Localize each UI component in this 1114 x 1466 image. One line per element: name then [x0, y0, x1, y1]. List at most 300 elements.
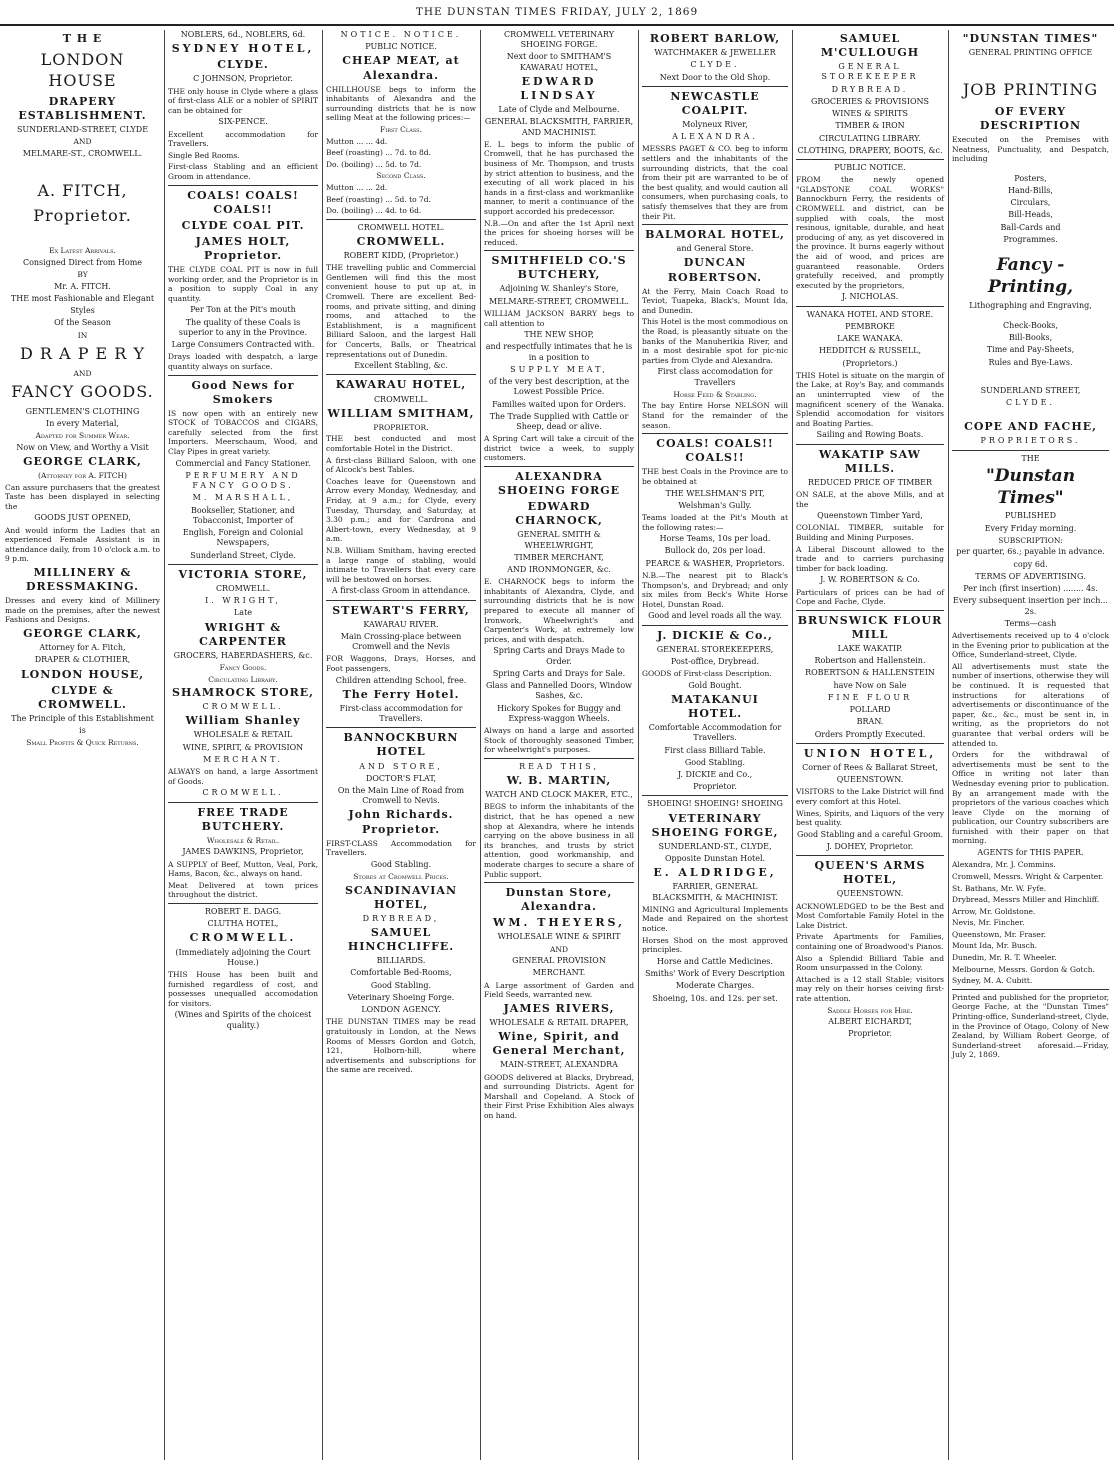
- ad-text: J. W. ROBERTSON & Co.: [820, 575, 920, 585]
- ad-text: Stores at Cromwell Prices.: [353, 872, 449, 882]
- ad-text: GENERAL STOREKEEPER: [821, 62, 919, 82]
- ad-text: AGENTS for THIS PAPER.: [977, 848, 1084, 858]
- ad-text: WINES & SPIRITS: [832, 109, 908, 119]
- ad-heading: Dunstan Store, Alexandra.: [505, 886, 613, 914]
- ad-text: ALEXANDRA.: [672, 132, 758, 142]
- ad-text: VISITORS to the Lake District will find every comfort at this Hotel.: [796, 787, 944, 806]
- ad-heading: SYDNEY HOTEL,: [171, 42, 315, 56]
- ad-text: FINE FLOUR: [827, 692, 913, 702]
- divider-rule: [168, 375, 318, 376]
- ad-heading: FREE TRADE BUTCHERY.: [197, 805, 289, 833]
- ad-heading: COALS! COALS!! COALS!!: [656, 437, 774, 465]
- ad-heading: CLYDE COAL PIT.: [181, 218, 305, 232]
- ad-text: Proprietor.: [693, 782, 737, 792]
- ad-text: Do. (boiling) ... 4d. to 6d.: [326, 206, 422, 216]
- ad-heading: OF EVERY DESCRIPTION: [979, 104, 1082, 132]
- divider-rule: [642, 86, 788, 87]
- ad-text: GOODS JUST OPENED,: [34, 513, 131, 523]
- ad-text: THIS Hotel is situate on the margin of the Lake, at Roy's Bay, and commands an uninterrupted view of the magnificent scenery of the Wanaka. Splendid accomodation for visitors and Boating Parties.: [796, 370, 944, 428]
- ad-text: IS now open with an entirely new STOCK of TOBACCOS and CIGARS, carefully selected from the first Importers. Meerschaum, Wood, and Clay Pipes in great variety.: [168, 408, 318, 457]
- ad-text: Circulars,: [1010, 198, 1051, 208]
- ad-heading: COALS! COALS! COALS!!: [187, 188, 299, 216]
- ad-text: MERCHANT.: [532, 968, 586, 978]
- ad-heading: VETERINARY SHOEING FORGE,: [651, 811, 779, 839]
- ad-text: GENERAL PROVISION: [512, 956, 606, 966]
- ad-text: N.B.—The nearest pit to Black's Thompson's, and Drybread; and only six miles from Beck's White Horse Hotel, Dunstan Road.: [642, 570, 788, 609]
- ad-text: Second Class.: [376, 171, 426, 181]
- ad-text: Styles: [70, 306, 95, 316]
- column-2: [165, 30, 321, 1460]
- ad-text: Corner of Rees & Ballarat Street,: [802, 762, 938, 772]
- ad-text: J. DOHEY, Proprietor.: [826, 841, 914, 851]
- ad-heading: SAMUEL HINCHCLIFFE.: [347, 926, 455, 954]
- ad-heading: GEORGE CLARK,: [23, 626, 142, 640]
- ad-text: THE DUNSTAN TIMES may be read gratuitously in London, at the News Rooms of Messrs Gordon and Gotch, 121, Holborn-hill, where advertisements and subscriptions for the same are received.: [326, 1017, 476, 1075]
- ad-text: Children attending School, free.: [335, 675, 467, 685]
- ad-text: Robertson and Hallenstein.: [814, 656, 926, 666]
- ad-text: and respectfully intimates that he is in a position to: [485, 342, 633, 362]
- ad-text: And would inform the Ladies that an experienced Female Assistant is in attendance daily, from 10 o'clock a.m. to 9 p.m.: [5, 525, 160, 564]
- ad-text: Spring Carts and Drays Made to Order.: [493, 646, 625, 666]
- ad-heading: BANNOCKBURN HOTEL: [343, 731, 459, 759]
- ad-text: DOCTOR'S FLAT,: [365, 773, 437, 783]
- ad-text: Families waited upon for Orders.: [492, 399, 626, 409]
- ad-text: Advertisements received up to 4 o'clock in the Evening prior to publication at the Office, Sunderland-street, Clyde.: [952, 631, 1109, 660]
- ad-text: Of the Season: [54, 318, 111, 328]
- ad-text: Hand-Bills,: [1008, 185, 1053, 195]
- ad-heading: CROMWELL.: [189, 931, 297, 945]
- column-6: [793, 30, 947, 1460]
- ad-text: Mount Ida, Mr. Busch.: [952, 941, 1038, 951]
- ad-text: E. L. begs to inform the public of Cromwell, that he has purchased the business of Mr. Thompson, and trusts by strict attention to business, and the executing of all work placed in his hands in a first-class and workmanlike manner, to merit a continuance of the support accorded his predecessor.: [484, 139, 634, 216]
- ad-heading: CROMWELL.: [356, 234, 446, 248]
- ad-text: Terms—cash: [1004, 618, 1057, 628]
- ad-text: A first-class Billiard Saloon, with one of Alcock's best Tables.: [326, 455, 476, 475]
- ad-text: Fancy Goods.: [219, 662, 267, 672]
- ad-heading: SAMUEL M'CULLOUGH: [820, 32, 920, 60]
- ad-text: QUEENSTOWN.: [836, 889, 904, 899]
- ad-text: WHOLESALE & RETAIL DRAPER,: [489, 1017, 629, 1027]
- ad-text: BRAN.: [856, 717, 884, 727]
- ad-text: First-class Stabling and an efficient Groom in attendance.: [168, 162, 318, 182]
- ad-text: M. MARSHALL,: [192, 493, 294, 503]
- ad-text: WHOLESALE & RETAIL: [193, 730, 293, 740]
- ad-text: THE most Fashionable and Elegant: [10, 293, 155, 303]
- ad-text: GENTLEMEN'S CLOTHING: [25, 406, 140, 416]
- ad-text: Hickory Spokes for Buggy and Express-waggon Wheels.: [497, 703, 621, 723]
- divider-rule: [642, 224, 788, 225]
- ad-text: Do. (boiling) ... 5d. to 7d.: [326, 159, 422, 169]
- ad-heading: NEWCASTLE COALPIT.: [670, 89, 760, 117]
- ad-text: have Now on Sale: [833, 680, 907, 690]
- divider-rule: [326, 600, 476, 601]
- ad-text: Posters,: [1014, 173, 1047, 183]
- ad-heading: JAMES RIVERS,: [503, 1001, 615, 1015]
- ad-text: The Principle of this Establishment: [11, 713, 154, 723]
- ad-heading: KAWARAU HOTEL,: [335, 378, 467, 392]
- ad-text: Comfortable Bed-Rooms,: [350, 968, 452, 978]
- ad-text: ACKNOWLEDGED to be the Best and Most Comfortable Family Hotel in the Lake District.: [796, 901, 944, 930]
- divider-rule: [796, 306, 944, 307]
- ad-heading: BRUNSWICK FLOUR MILL: [797, 613, 943, 641]
- ad-text: N.B.—On and after the 1st April next the prices for shoeing horses will be reduced.: [484, 218, 634, 247]
- ad-text: WINE, SPIRIT, & PROVISION: [182, 742, 304, 752]
- ad-text: Ex Latest Arrivals.: [49, 246, 116, 256]
- ad-text: DRAPER & CLOTHIER,: [34, 655, 131, 665]
- ad-text: SUNDERLAND STREET,: [980, 385, 1081, 395]
- ad-text: Adjoining W. Shanley's Store,: [499, 284, 619, 294]
- ad-text: (Wines and Spirits of the choicest quality.): [174, 1010, 312, 1030]
- ad-text: (Attorney for A. FITCH): [38, 471, 127, 481]
- ad-text: THE: [1021, 453, 1040, 463]
- ad-text: Orders for the withdrawal of advertisements must be sent to the Office in writing not later than Wednesday evening prior to publication. By an arrangement made with the proprietors of the various coaches which leave Clyde on the morning of publication, our Country subscribers are furnished with their paper on that morning.: [952, 750, 1109, 846]
- ad-text: Sailing and Rowing Boats.: [816, 430, 924, 440]
- ad-text: A Liberal Discount allowed to the trade and to carriers purchasing timber for back loading.: [796, 544, 944, 573]
- ad-text: PROPRIETOR.: [373, 422, 429, 432]
- ad-text: Molyneux River,: [682, 119, 748, 129]
- ad-text: GENERAL PRINTING OFFICE: [968, 48, 1093, 58]
- ad-text: Horses Shod on the most approved principles.: [642, 935, 788, 955]
- ad-text: Wholesale & Retail.: [206, 835, 280, 845]
- ad-heading: JAMES HOLT, Proprietor.: [195, 234, 291, 262]
- ad-text: MELMARE-STREET, CROMWELL.: [489, 296, 629, 306]
- divider-rule: [484, 758, 634, 759]
- divider-rule: [642, 433, 788, 434]
- divider-rule: [642, 795, 788, 796]
- ad-text: Mutton ... ... 4d.: [326, 136, 388, 146]
- ad-text: CLOTHING, DRAPERY, BOOTS, &c.: [797, 145, 943, 155]
- ad-text: GROCERS, HABERDASHERS, &c.: [173, 650, 313, 660]
- ad-text: WATCH AND CLOCK MAKER, ETC.,: [485, 790, 633, 800]
- ad-text: SUPPLY MEAT,: [510, 364, 608, 374]
- ad-text: Meat Delivered at town prices throughout the district.: [168, 880, 318, 900]
- ad-text: PUBLIC NOTICE.: [834, 163, 906, 173]
- ad-text: Sydney, M. A. Cubitt.: [952, 976, 1033, 986]
- ad-text: A first-class Groom in attendance.: [331, 586, 471, 596]
- ad-text: AND: [73, 137, 92, 147]
- ad-text: ROBERT KIDD, (Proprietor.): [343, 251, 459, 261]
- ad-text: This Hotel is the most commodious on the Road, is pleasantly situate on the banks of the Manuherikia River, and in a most desirable spot for pic-nic parties from Clyde and Alexandra.: [642, 317, 788, 365]
- ad-text: Drybread, Messrs Miller and Hinchliff.: [952, 895, 1100, 905]
- ad-text: GOODS delivered at Blacks, Drybread, and surrounding Districts. Agent for Marshall and Copeland. A Stock of their First Prise Exhibition Ales always on hand.: [484, 1072, 634, 1120]
- ad-text: HEDDITCH & RUSSELL,: [818, 346, 922, 356]
- ad-text: TIMBER & IRON: [835, 121, 905, 131]
- ad-text: (Proprietors.): [842, 358, 898, 368]
- ad-text: LAKE WANAKA.: [837, 334, 903, 344]
- ad-text: PUBLISHED: [1004, 511, 1057, 521]
- ad-text: A Large assortment of Garden and Field Seeds, warranted new.: [484, 980, 634, 1000]
- ad-text: DRYBREAD,: [362, 913, 440, 923]
- ad-text: WANAKA HOTEL AND STORE.: [806, 309, 934, 319]
- ad-text: Queenstown, Mr. Fraser.: [952, 929, 1046, 939]
- ad-text: Particulars of prices can be had of Cope and Fache, Clyde.: [796, 587, 944, 607]
- ad-text: Mutton ... ... 2d.: [326, 182, 388, 192]
- ad-text: ALWAYS on hand, a large Assortment of Goods.: [168, 767, 318, 786]
- ad-text: READ THIS,: [519, 761, 599, 771]
- ad-text: FOR Waggons, Drays, Horses, and Foot passengers,: [326, 654, 476, 673]
- ad-text: (Immediately adjoining the Court House.): [175, 947, 311, 967]
- ad-heading: T H E: [62, 32, 103, 45]
- ad-text: [5, 161, 160, 177]
- ad-text: [952, 410, 1109, 418]
- ad-text: Every Friday morning.: [984, 523, 1077, 533]
- masthead: THE DUNSTAN TIMES FRIDAY, JULY 2, 1869: [0, 0, 1114, 26]
- ad-text: THIS House has been built and furnished regardless of cost, and possesses unequalled accomodation for visitors.: [168, 969, 318, 1008]
- ad-text: Horse and Cattle Medicines.: [657, 956, 773, 966]
- ad-text: CROMWELL.: [202, 788, 284, 798]
- ad-text: Cromwell, Messrs. Wright & Carpenter.: [952, 871, 1104, 881]
- ad-text: per quarter, 6s.; payable in advance.: [956, 547, 1105, 557]
- ad-text: First-class accommodation for Travellers.: [339, 703, 463, 724]
- ad-text: The quality of these Coals is superior to any in the Province.: [178, 317, 308, 337]
- ad-text: J. DICKIE and Co.,: [677, 770, 753, 779]
- divider-rule: [796, 444, 944, 445]
- ad-text: Main Crossing-place between Cromwell and the Nevis: [340, 631, 462, 652]
- ad-text: PROPRIETORS.: [980, 436, 1081, 446]
- column-3: [323, 30, 479, 1460]
- ad-text: Late of Clyde and Melbourne.: [498, 105, 620, 115]
- ad-text: Bullock do, 20s per load.: [664, 546, 766, 556]
- ad-heading: ALEXANDRA SHOEING FORGE: [497, 470, 621, 498]
- ad-text: Proprietor.: [848, 1029, 892, 1039]
- ad-text: Alexandra, Mr. J. Commins.: [952, 860, 1056, 870]
- ad-text: THE best conducted and most comfortable Hotel in the District.: [326, 434, 476, 454]
- ad-text: MAIN-STREET, ALEXANDRA: [500, 1060, 618, 1070]
- ad-text: Shoeing, 10s. and 12s. per set.: [652, 993, 778, 1003]
- ad-text: English, Foreign and Colonial Newspapers,: [182, 528, 304, 548]
- ad-heading: CLYDE.: [217, 58, 269, 72]
- ad-text: Excellent Stabling, &c.: [354, 361, 448, 371]
- ad-heading: DUNCAN ROBERTSON.: [667, 256, 763, 284]
- ad-text: CROMWELL HOTEL.: [357, 222, 445, 232]
- column-4: [481, 30, 637, 1460]
- ad-text: Bill-Books,: [1008, 333, 1053, 343]
- ad-text: SUNDERLAND-ST., CLYDE,: [658, 841, 772, 851]
- divider-rule: [168, 185, 318, 186]
- ad-text: Excellent accommodation for Travellers.: [168, 129, 318, 149]
- ad-text: [5, 230, 160, 246]
- ad-text: Also a Splendid Billiard Table and Room unsurpassed in the Colony.: [796, 953, 944, 973]
- ad-text: AND: [550, 944, 568, 954]
- ad-text: ALBERT EICHARDT,: [828, 1017, 912, 1027]
- ad-text: Horse Feed & Stabling.: [673, 389, 757, 399]
- divider-rule: [326, 727, 476, 728]
- ad-text: Queenstown Timber Yard,: [817, 511, 923, 521]
- ad-text: C JOHNSON, Proprietor.: [193, 74, 293, 84]
- ad-text: THE travelling public and Commercial Gentlemen will find this the most convenient house to put up at, in Cromwell. There are excellent Bed-rooms, and private sitting, and dining rooms, and attached to the Establishment, is a magnificent Billiard Saloon, and the largest Hall for Concerts, Balls, or Theatrical representations out of Dunedin.: [326, 263, 476, 359]
- ad-text: JAMES DAWKINS, Proprietor,: [182, 847, 304, 857]
- ad-heading: "DUNSTAN TIMES": [962, 32, 1099, 45]
- ad-text: KAWARAU RIVER.: [363, 619, 439, 629]
- ad-heading: "Dunstan Times": [985, 465, 1076, 508]
- divider-rule: [168, 564, 318, 565]
- ad-text: Rules and Bye-Laws.: [988, 357, 1073, 367]
- ad-heading: MILLINERY & DRESSMAKING.: [25, 566, 139, 594]
- ad-heading: STEWART'S FERRY,: [332, 603, 470, 617]
- ad-heading: Good News for Smokers: [191, 378, 295, 406]
- ad-heading: FANCY GOODS.: [11, 382, 154, 402]
- ad-text: [952, 370, 1109, 386]
- ad-heading: LONDON HOUSE,: [20, 667, 145, 681]
- ad-text: is: [79, 725, 86, 735]
- ad-text: WATCHMAKER & JEWELLER: [654, 48, 776, 58]
- ad-text: SHOEING! SHOEING! SHOEING: [647, 799, 783, 809]
- ad-text: POLLARD: [849, 705, 891, 715]
- ad-text: BEGS to inform the inhabitants of the district, that he has opened a new shop at Alexandra, where he intends carrying on the above business in all its branches, and trusts by strict attention, good workmanship, and moderate charges to secure a share of Public support.: [484, 802, 634, 879]
- ad-text: GENERAL BLACKSMITH, FARRIER, AND MACHINIST.: [484, 117, 634, 137]
- ad-heading: JOB PRINTING: [962, 80, 1099, 100]
- ad-text: St. Bathans, Mr. W. Fyfe.: [952, 883, 1047, 893]
- ad-text: Check-Books,: [1003, 320, 1058, 330]
- ad-text: Smiths' Work of Every Description: [645, 969, 785, 979]
- ad-text: COLONIAL TIMBER, suitable for Building and Mining Purposes.: [796, 523, 944, 542]
- divider-rule: [168, 903, 318, 904]
- ad-text: Coaches leave for Queenstown and Arrow every Monday, Wednesday, and Friday, at 9 a.m.; for Clyde, every Tuesday, Thursday, and Saturday, at 3.30 p.m.; and for Cardrona and Albert-town, every Wednesday, at 9 a.m.: [326, 476, 476, 544]
- ad-text: TIMBER MERCHANT,: [514, 552, 604, 562]
- ad-text: Time and Pay-Sheets,: [986, 345, 1075, 355]
- ad-text: PUBLIC NOTICE.: [365, 42, 437, 52]
- ad-heading: COPE AND FACHE,: [964, 420, 1097, 434]
- ad-text: Gold Bought.: [688, 680, 742, 690]
- ad-text: Good Stabling.: [370, 859, 432, 869]
- ad-heading: VICTORIA STORE,: [178, 567, 308, 581]
- ad-heading: The Ferry Hotel.: [342, 687, 460, 701]
- ad-heading: CHEAP MEAT, at Alexandra.: [342, 54, 460, 82]
- ad-text: Consigned Direct from Home: [22, 257, 143, 267]
- ad-heading: LONDON HOUSE: [40, 50, 125, 90]
- ad-text: CROMWELL.: [202, 702, 284, 712]
- column-1: [2, 30, 163, 1460]
- ad-text: Good Stabling.: [370, 980, 432, 990]
- ad-text: AND IRONMONGER, &c.: [507, 565, 611, 575]
- ad-text: of the very best description, at the Lowest Possible Price.: [488, 377, 630, 397]
- divider-rule: [484, 882, 634, 883]
- ad-text: GENERAL SMITH & WHEELWRIGHT,: [517, 530, 601, 550]
- ad-heading: DRAPERY ESTABLISHMENT.: [18, 95, 147, 123]
- column-5: [639, 30, 791, 1460]
- ad-text: Late: [233, 608, 253, 618]
- ad-heading: Fancy - Printing,: [987, 255, 1074, 297]
- ad-heading: EDWARD LINDSAY: [520, 74, 598, 103]
- ad-heading: SCANDINAVIAN HOTEL,: [344, 883, 458, 911]
- ad-text: Adapted for Summer Wear.: [35, 431, 130, 441]
- ad-text: AND STORE,: [359, 761, 443, 771]
- ad-text: [952, 247, 1109, 255]
- ad-text: CROMWELL.: [215, 583, 271, 593]
- ad-heading: QUEEN'S ARMS HOTEL,: [814, 859, 926, 887]
- ad-heading: D R A P E R Y: [20, 344, 145, 364]
- ad-heading: UNION HOTEL,: [803, 746, 937, 760]
- ad-text: FIRST-CLASS Accommodation for Travellers.: [326, 838, 476, 858]
- ad-text: Printed and published for the proprietor, George Fache, at the "Dunstan Times" Printing-office, Sunderland-street, Clyde, in the Province of Otago, Colony of New Zealand, by William Robert George, of Sunderland-street aforesaid.—Friday, July 2, 1869.: [952, 992, 1109, 1060]
- ad-heading: BALMORAL HOTEL,: [645, 228, 785, 242]
- ad-text: AND: [73, 368, 92, 378]
- divider-rule: [796, 159, 944, 160]
- ad-text: Comfortable Accommodation for Travellers.: [648, 723, 782, 743]
- ad-text: Wines, Spirits, and Liquors of the very best quality.: [796, 808, 944, 828]
- ad-text: Nevis, Mr. Fincher.: [952, 918, 1025, 928]
- ad-text: Teams loaded at the Pit's Mouth at the following rates:—: [642, 513, 788, 532]
- ad-text: Executed on the Premises with Neatness, Punctuality, and Despatch, including: [952, 134, 1109, 164]
- ad-text: MERCHANT.: [203, 754, 283, 764]
- ad-heading: WRIGHT & CARPENTER: [199, 620, 287, 648]
- ad-heading: J. DICKIE & Co.,: [657, 628, 773, 642]
- ad-text: and General Store.: [676, 244, 754, 254]
- ad-text: Moderate Charges.: [675, 981, 755, 991]
- ad-text: Attached is a 12 stall Stable; visitors may rely on their horses ceiving first-rate attention.: [796, 974, 944, 1003]
- ad-text: Drays loaded with despatch, a large quantity always on surface.: [168, 352, 318, 371]
- ad-text: CHILLHOUSE begs to inform the inhabitants of Alexandra and the surrounding districts that he is now selling Meat at the following prices:—: [326, 84, 476, 123]
- ad-text: REDUCED PRICE OF TIMBER: [807, 477, 933, 487]
- ad-text: Always on hand a large and assorted Stock of thoroughly seasoned Timber, for wheelwright's purposes.: [484, 726, 634, 755]
- ad-text: A Spring Cart will take a circuit of the district twice a week, to supply customers.: [484, 434, 634, 463]
- ad-text: Now on View, and Worthy a Visit: [16, 442, 149, 452]
- ad-text: A SUPPLY of Beef, Mutton, Veal, Pork, Hams, Bacon, &c., always on hand.: [168, 859, 318, 879]
- ad-heading: W. B. MARTIN,: [506, 774, 612, 788]
- ad-text: Every subsequent insertion per inch... 2s.: [953, 596, 1108, 616]
- ad-text: Circulating Library.: [208, 674, 278, 684]
- ad-text: Good and level roads all the way.: [648, 611, 782, 621]
- ad-text: Beef (roasting) ... 7d. to 8d.: [326, 148, 431, 158]
- ad-heading: E. ALDRIDGE,: [653, 866, 777, 880]
- ad-text: Bill-Heads,: [1008, 210, 1053, 220]
- ad-text: Opposite Dunstan Hotel.: [664, 854, 766, 864]
- ad-heading: Proprietor.: [33, 205, 132, 225]
- divider-rule: [484, 466, 634, 467]
- ad-text: Melbourne, Messrs. Gordon & Gotch.: [952, 964, 1095, 974]
- ad-heading: A. FITCH,: [37, 181, 128, 201]
- ad-text: ROBERTSON & HALLENSTEIN: [805, 668, 935, 678]
- ad-heading: ROBERT BARLOW,: [649, 32, 781, 45]
- ad-text: Spring Carts and Drays for Sale.: [492, 668, 626, 678]
- ad-text: THE only house in Clyde where a glass of first-class ALE or a nobler of SPIRIT can be obtained for: [168, 86, 318, 115]
- ad-text: Dresses and every kind of Millinery made on the premises, after the newest Fashions and Designs.: [5, 596, 160, 625]
- ad-text: Glass and Pannelled Doors, Window Sashes, &c.: [485, 681, 633, 701]
- ad-text: Good Stabling.: [684, 757, 746, 767]
- ad-text: WHOLESALE WINE & SPIRIT: [497, 932, 621, 942]
- ad-text: Small Profits & Quick Returns.: [26, 738, 139, 748]
- ad-text: Attorney for A. Fitch,: [39, 643, 126, 653]
- ad-text: Mr. A. FITCH.: [54, 281, 111, 291]
- ad-text: copy 6d.: [1013, 559, 1048, 569]
- ad-text: Post-office, Drybread.: [670, 656, 760, 666]
- ad-text: Arrow, Mr. Goldstone.: [952, 906, 1036, 916]
- ad-text: Lithographing and Engraving,: [969, 300, 1092, 310]
- ad-text: ON SALE, at the above Mills, and at the: [796, 489, 944, 509]
- divider-rule: [326, 374, 476, 375]
- ad-text: Dunedin, Mr. R. T. Wheeler.: [952, 953, 1057, 963]
- ad-heading: Wine, Spirit, and General Merchant,: [492, 1030, 626, 1058]
- ad-text: NOBLERS, 6d., NOBLERS, 6d.: [180, 30, 306, 39]
- ad-text: Sunderland Street, Clyde.: [190, 550, 296, 560]
- ad-text: TERMS OF ADVERTISING.: [975, 571, 1086, 581]
- ad-text: Horse Teams, 10s per load.: [659, 534, 771, 544]
- ad-text: The bay Entire Horse NELSON will Stand for the remainder of the season.: [642, 401, 788, 430]
- ad-text: MELMARE-ST., CROMWELL.: [22, 149, 143, 158]
- ad-text: THE best Coals in the Province are to be obtained at: [642, 467, 788, 486]
- ad-heading: WAKATIP SAW MILLS.: [819, 447, 921, 475]
- ad-text: GROCERIES & PROVISIONS: [810, 96, 930, 106]
- ad-text: BILLIARDS.: [376, 956, 426, 966]
- ad-text: WILLIAM JACKSON BARRY begs to call attention to: [484, 308, 634, 328]
- ad-text: CLYDE.: [690, 60, 740, 70]
- ad-text: THE WELSHMAN'S PIT,: [665, 488, 765, 498]
- divider-rule: [326, 219, 476, 220]
- ad-text: Good Stabling and a careful Groom.: [796, 829, 944, 839]
- ad-text: The Trade Supplied with Cattle or Sheep, dead or alive.: [489, 411, 629, 432]
- ad-text: PERFUMERY AND FANCY GOODS.: [185, 470, 301, 491]
- ad-text: MESSRS PAGET & CO. beg to inform settlers and the inhabitants of the surrounding districts, that the coal from their pit are warranted to be of the best quality, and would caution all consumers, when purchasing coals, to satisfy themselves that they are from their Pit.: [642, 144, 788, 221]
